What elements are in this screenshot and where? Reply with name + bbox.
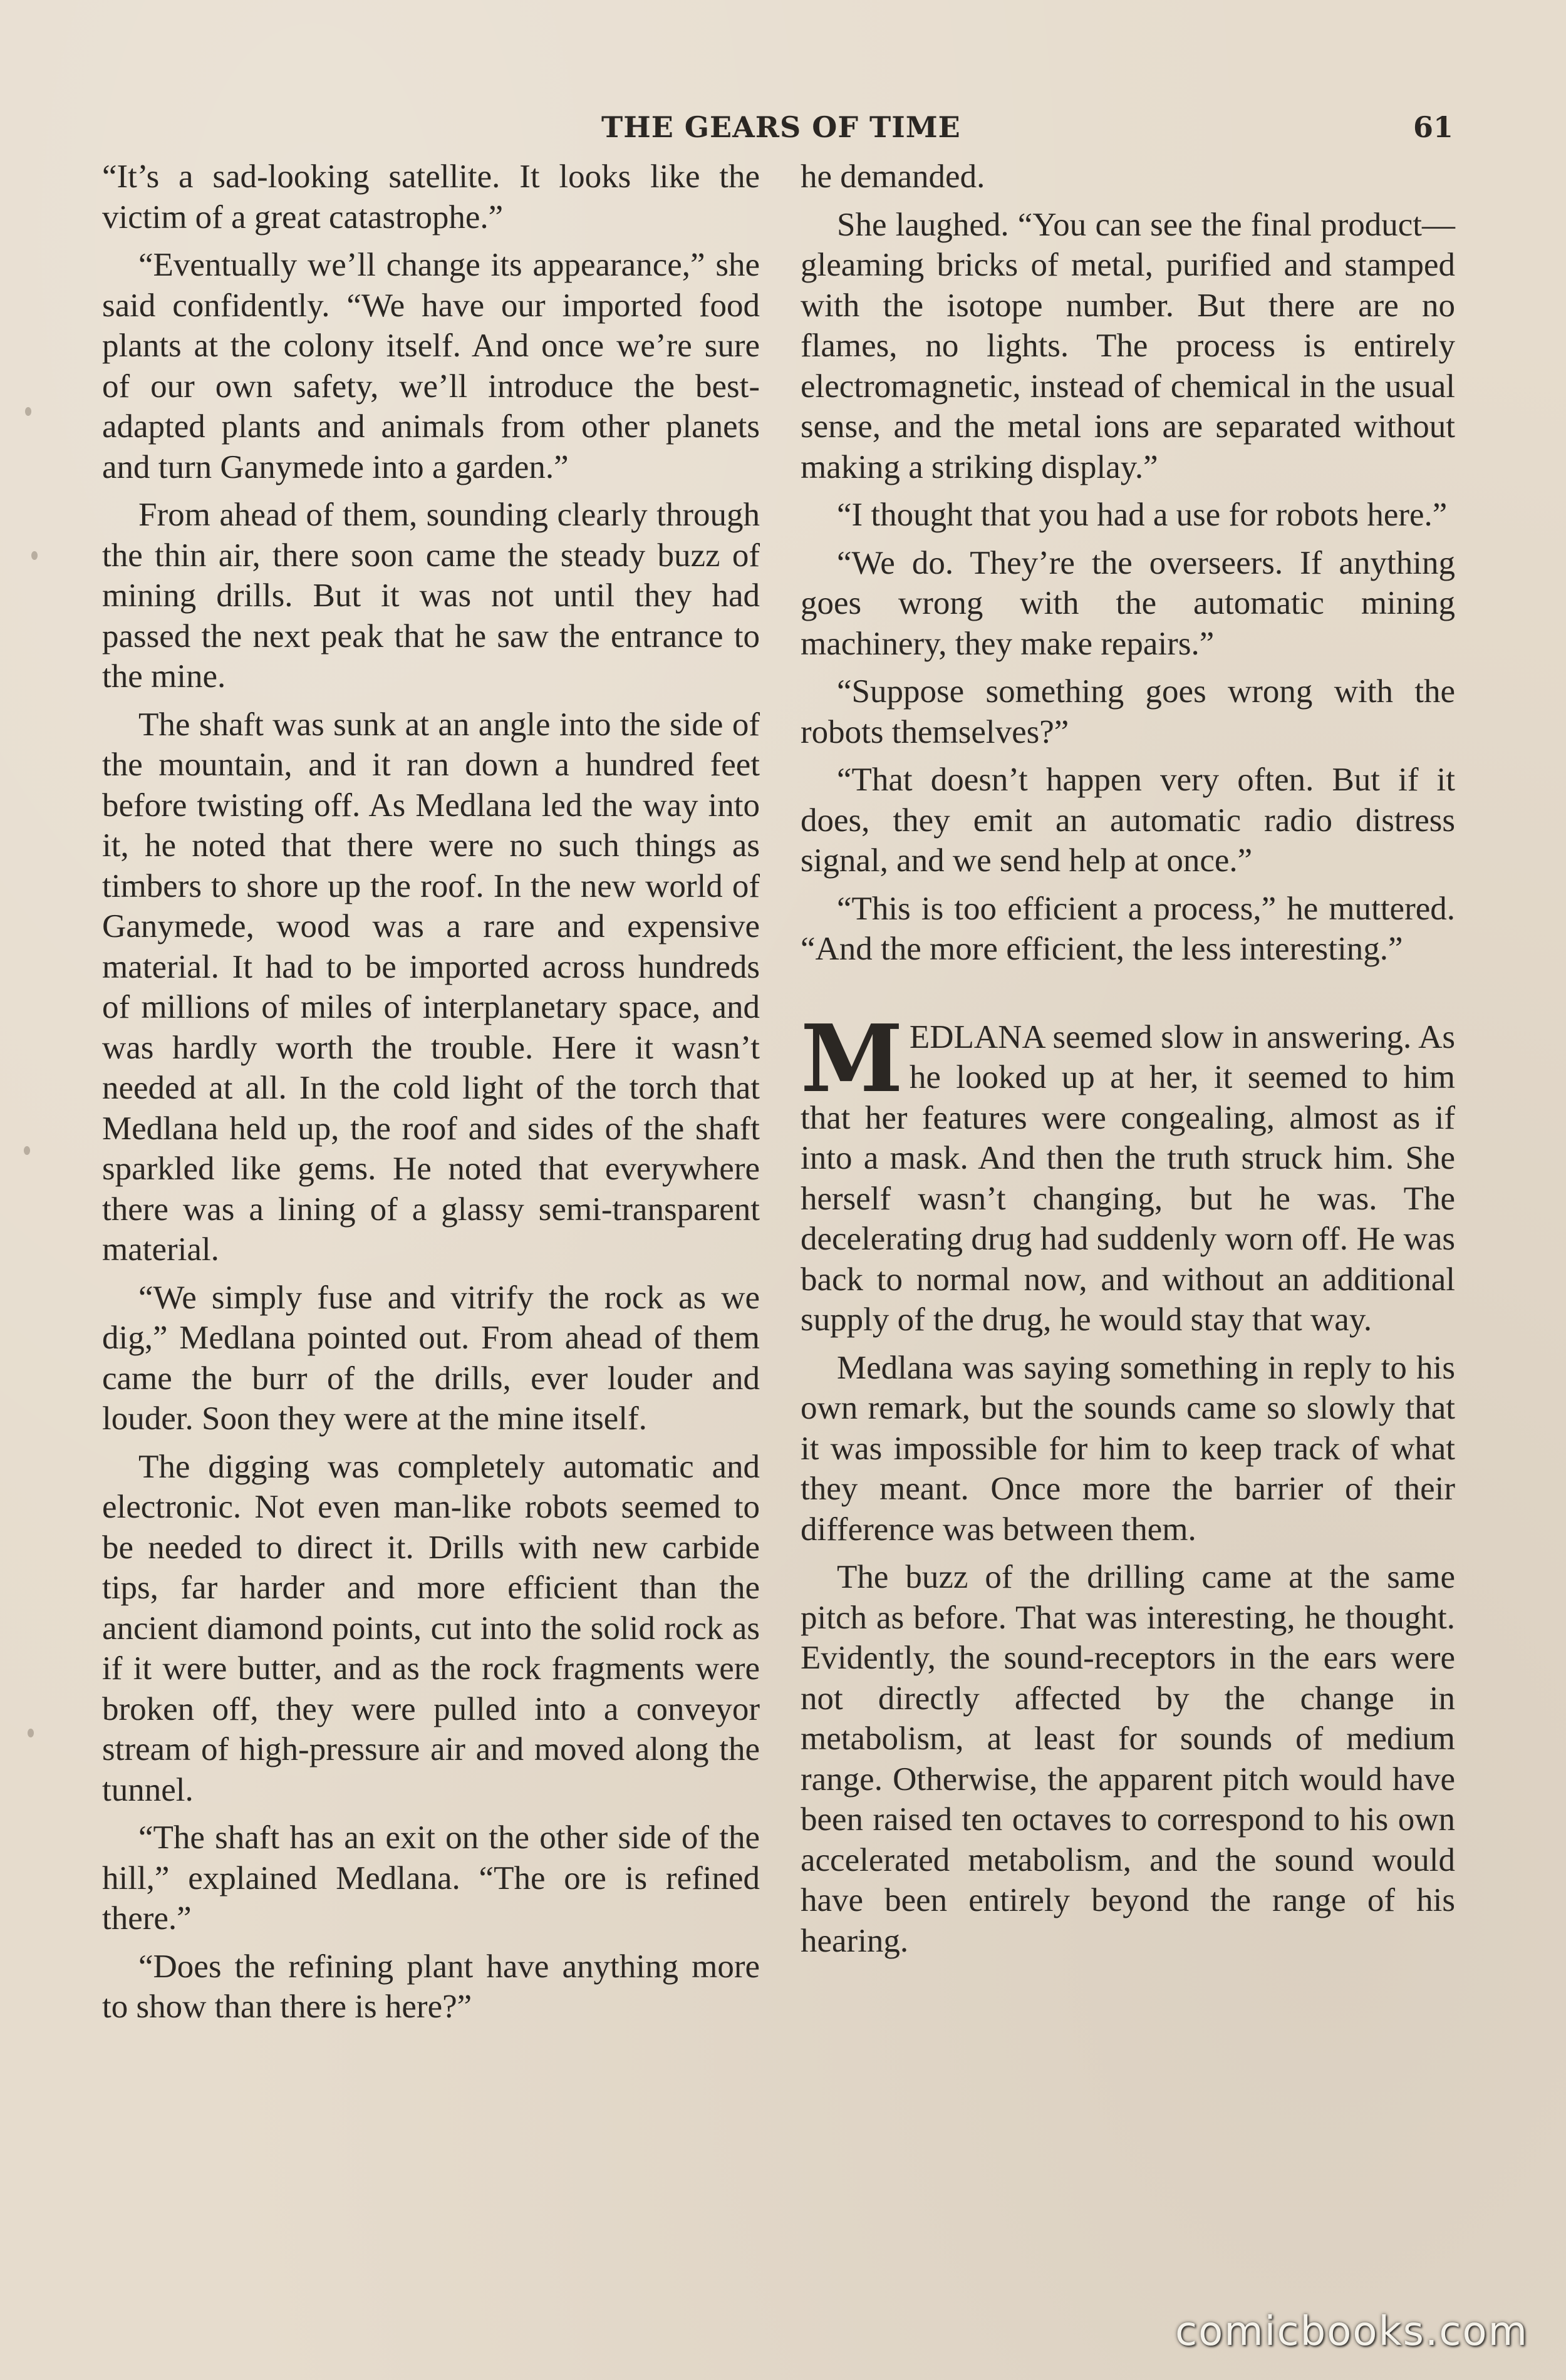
paragraph: The buzz of the drilling came at the same pitch as before. That was interesting, he thought. Evidently, the sound-receptors in the ears were not directly affected by the change in metabolism, at least for sounds of medium range. Otherwise, the apparent pitch would have been raised ten octaves to correspond to his own accelerated metabolism, and the sound would have been entirely beyond the range of his hearing. (801, 1559, 1455, 1959)
paragraph: She laughed. “You can see the final product—gleaming bricks of metal, purified and stamped with the isotope number. But there are no flames, no lights. The process is entirely electromagnetic, instead of chemical in the usual sense, and the metal ions are separated without making a striking display.” (801, 206, 1455, 485)
paragraph: “We do. They’re the overseers. If anything goes wrong with the automatic mining machinery, they make repairs.” (801, 544, 1455, 662)
paragraph: “Does the refining plant have anything more to show than there is here?” (102, 1948, 760, 2025)
watermark: comicbooks.com (1174, 2309, 1528, 2355)
paragraph: “That doesn’t happen very often. But if it does, they emit an automatic radio distress signal, and we send help at once.” (801, 762, 1455, 879)
drop-cap-paragraph-text: EDLANA seemed slow in answering. As he looked up at her, it seemed to him that her features were congealing, almost as if into a mask. And then the truth struck him. She herself wasn’t changing, but he was. The decelerating drug had suddenly worn off. He was back to normal now, and without an additional supply of the drug, he would stay that way. (801, 1018, 1455, 1338)
paragraph: “Eventually we’ll change its appearance,” she said confidently. “We have our imported food plants at the colony itself. And once we’re sure of our own safety, we’ll introduce the best-adapted plants and animals from other planets and turn Ganymede into a garden.” (102, 247, 760, 485)
paper-speck (24, 1146, 30, 1155)
drop-cap: M (801, 1003, 903, 1113)
page-header (601, 110, 1466, 154)
paper-speck (25, 407, 31, 416)
paragraph: “The shaft has an exit on the other side of the hill,” explained Medlana. “The ore is refined there.” (102, 1819, 760, 1937)
running-title: THE GEARS OF TIME (601, 110, 961, 144)
paragraph: The shaft was sunk at an angle into the side of the mountain, and it ran down a hundred feet before twisting off. As Medlana led the way into it, he noted that there were no such things as timbers to shore up the roof. In the new world of Ganymede, wood was a rare and expensive material. It had to be imported across hundreds of millions of miles of interplanetary space, and was hardly worth the trouble. Here it wasn’t needed at all. In the cold light of the torch that Medlana held up, the roof and sides of the shaft sparkled like gems. He noted that everywhere there was a lining of a glassy semi-transparent material. (102, 706, 760, 1268)
paper-speck (31, 551, 38, 560)
paragraph: “It’s a sad-looking satellite. It looks like the victim of a great catastrophe.” (102, 158, 760, 235)
paper-speck (28, 1729, 34, 1737)
paragraph: From ahead of them, sounding clearly through the thin air, there soon came the steady buzz of mining drills. But it was not until they had passed the next peak that he saw the entrance to the mine. (102, 497, 760, 695)
paragraph: The digging was completely automatic and electronic. Not even man-like robots seemed to be needed to direct it. Drills with new carbide tips, far harder and more efficient than the ancient diamond points, cut into the solid rock as if it were butter, and as the rock fragments were broken off, they were pulled into a conveyor stream of high-pressure air and moved along the tunnel. (102, 1448, 760, 1808)
page-number: 61 (1413, 110, 1453, 144)
paragraph: “This is too efficient a process,” he muttered. “And the more efficient, the less interesting.” (801, 890, 1455, 967)
right-column (801, 157, 1455, 1969)
paragraph: he demanded. (801, 158, 985, 195)
section-opening-paragraph (801, 1003, 1455, 1340)
paragraph: “I thought that you had a use for robots here.” (837, 497, 1448, 533)
left-column (102, 157, 760, 2035)
paragraph: “Suppose something goes wrong with the robots themselves?” (801, 673, 1455, 750)
paragraph: “We simply fuse and vitrify the rock as we dig,” Medlana pointed out. From ahead of them came the burr of the drills, ever louder and louder. Soon they were at the mine itself. (102, 1279, 760, 1437)
paragraph: Medlana was saying something in reply to his own remark, but the sounds came so slowly that it was impossible for him to keep track of what they meant. Once more the barrier of their difference was between them. (801, 1349, 1455, 1548)
